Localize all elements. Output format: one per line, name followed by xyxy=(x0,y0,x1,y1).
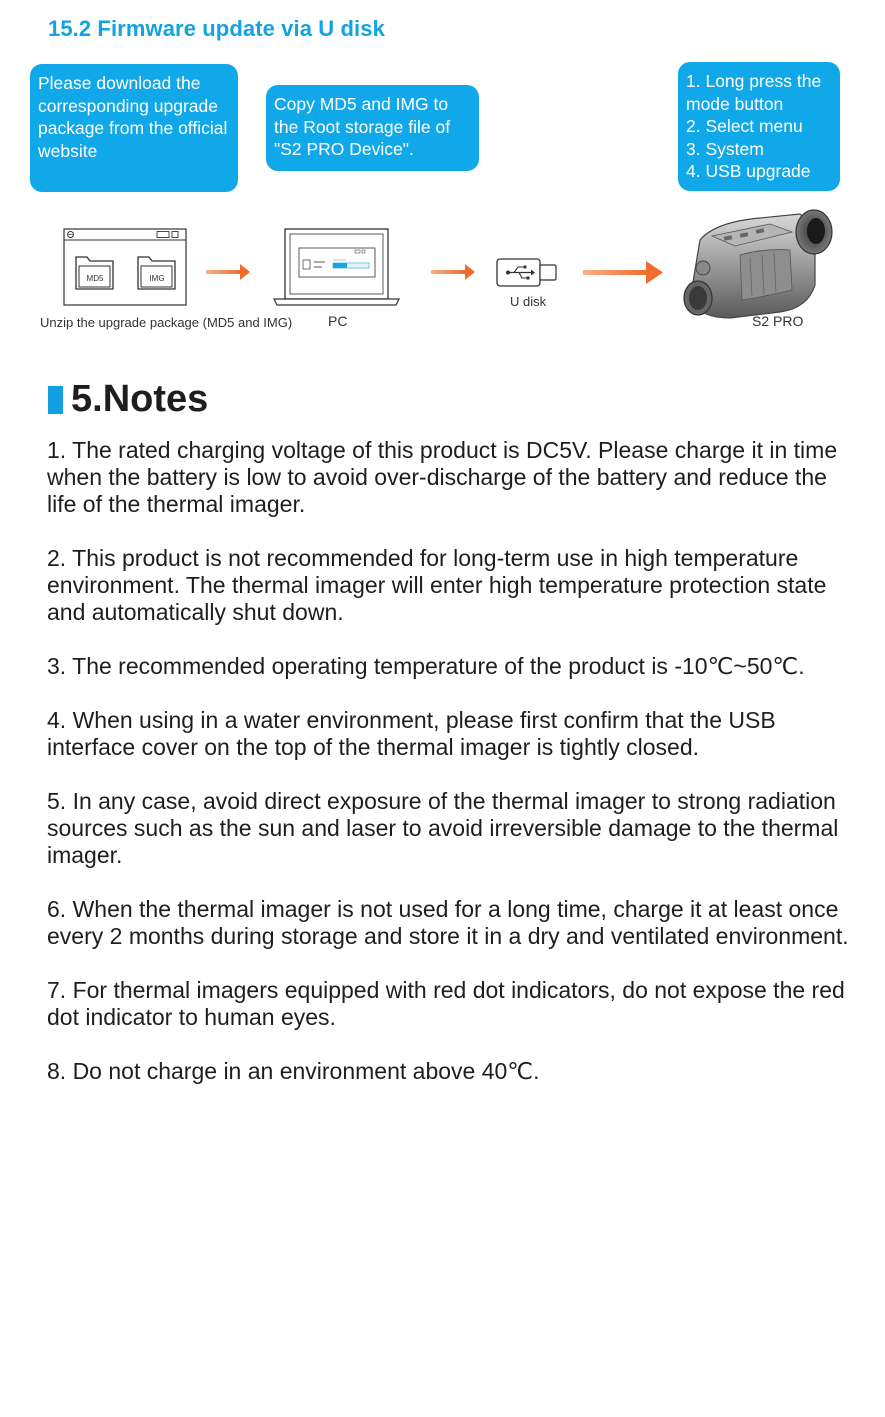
md5-folder-label: MD5 xyxy=(86,274,104,283)
caption-pc: PC xyxy=(328,313,348,329)
notes-list xyxy=(47,437,857,1112)
img-folder-icon xyxy=(138,257,175,289)
caption-device: S2 PRO xyxy=(752,313,804,329)
heading-marker xyxy=(48,386,63,414)
notes-heading xyxy=(48,378,208,421)
note-item-6: 6. When the thermal imager is not used for a long time, charge it at least once every 2 months during storage and store it in a dry and ventilated environment. xyxy=(47,896,849,949)
step-4: 4. USB upgrade xyxy=(686,161,811,181)
caption-unzip: Unzip the upgrade package (MD5 and IMG) xyxy=(40,315,293,330)
note-item-5: 5. In any case, avoid direct exposure of the thermal imager to strong radiation sources such as the sun and laser to avoid irreversible damage to the thermal imager. xyxy=(47,788,839,868)
note-item-2: 2. This product is not recommended for long-term use in high temperature environment. The thermal imager will enter high temperature protection state and automatically shut down. xyxy=(47,545,827,625)
usb-disk-icon xyxy=(497,259,556,286)
img-folder-label: IMG xyxy=(149,274,165,283)
bubble-copy: Copy MD5 and IMG to the Root storage file of "S2 PRO Device". xyxy=(266,85,479,171)
bubble-download: Please download the corresponding upgrade package from the official website xyxy=(30,64,238,192)
md5-folder-icon xyxy=(76,257,113,289)
arrow-right-icon xyxy=(431,264,475,280)
update-flow-diagram xyxy=(0,195,885,320)
step-2: 2. Select menu xyxy=(686,116,803,136)
package-window-icon xyxy=(64,229,186,305)
note-item-4: 4. When using in a water environment, please first confirm that the USB interface cover on the top of the thermal imager is tightly closed. xyxy=(47,707,776,760)
notes-title: 5.Notes xyxy=(71,378,209,420)
note-item-7: 7. For thermal imagers equipped with red dot indicators, do not expose the red dot indicator to human eyes. xyxy=(47,977,845,1030)
pc-laptop-icon xyxy=(274,229,399,305)
bubble-steps xyxy=(678,62,840,191)
arrow-right-icon xyxy=(583,261,663,284)
note-item-3: 3. The recommended operating temperature of the product is -10℃~50℃. xyxy=(47,653,805,679)
caption-udisk: U disk xyxy=(510,294,547,309)
s2-pro-device-image xyxy=(684,210,832,318)
arrow-right-icon xyxy=(206,264,250,280)
step-3: 3. System xyxy=(686,138,764,159)
section-title: 15.2 Firmware update via U disk xyxy=(48,16,385,41)
note-item-1: 1. The rated charging voltage of this product is DC5V. Please charge it in time when the battery is low to avoid over-discharge of the battery and reduce the life of the thermal imager. xyxy=(47,437,838,517)
step-1: 1. Long press the mode button xyxy=(686,71,822,114)
note-item-8: 8. Do not charge in an environment above 40℃. xyxy=(47,1058,540,1084)
